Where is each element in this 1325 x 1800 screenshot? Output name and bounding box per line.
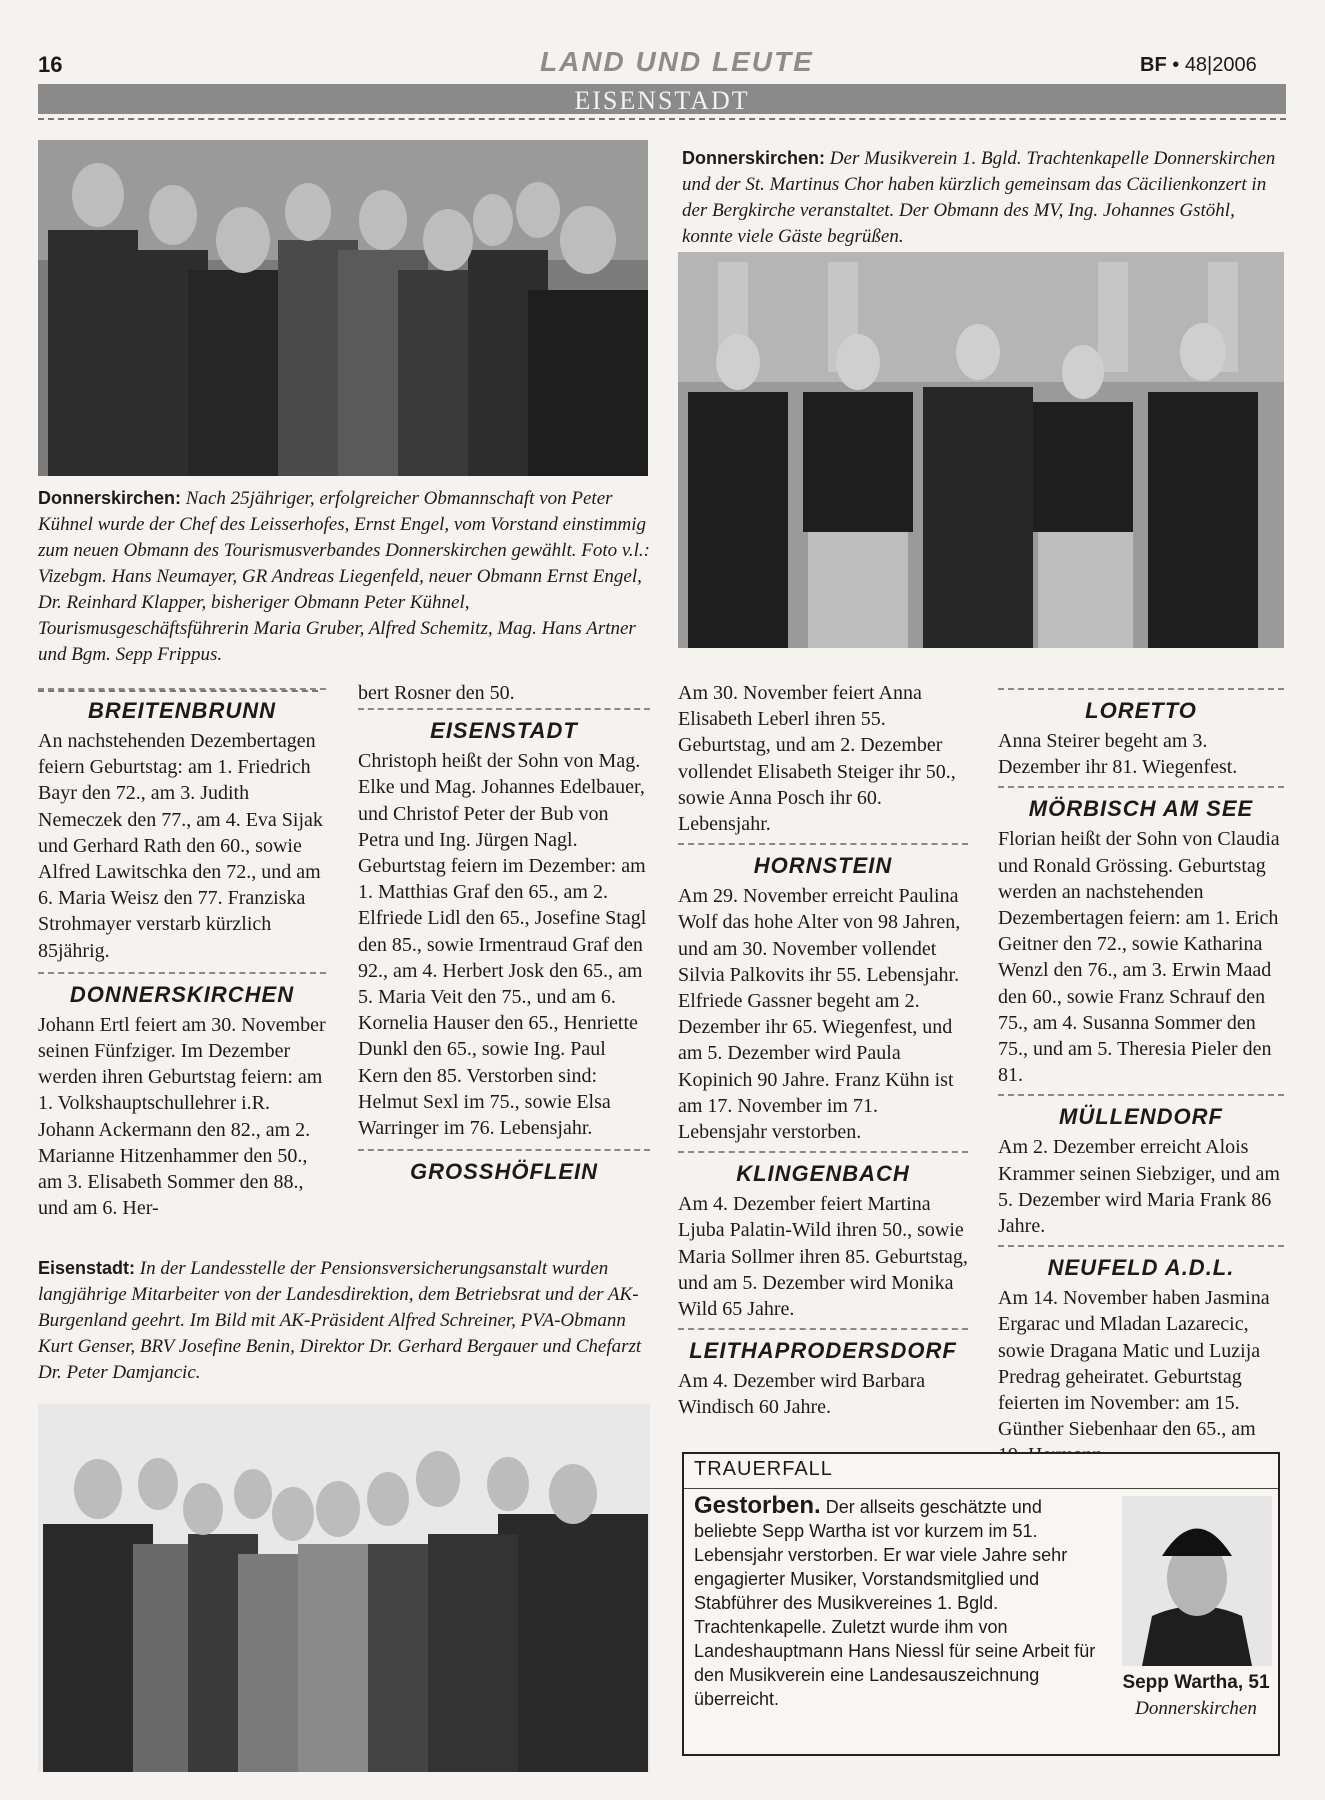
heading-eisenstadt: EISENSTADT bbox=[358, 708, 650, 744]
obituary-label: TRAUERFALL bbox=[694, 1458, 833, 1480]
heading-hornstein: HORNSTEIN bbox=[678, 843, 968, 879]
pension-caption bbox=[38, 1256, 650, 1386]
heading-leithaprodersdorf: LEITHAPRODERSDORF bbox=[678, 1328, 968, 1364]
caption-text: Der Musikverein 1. Bgld. Trachtenkapelle Donnerskirchen und der St. Martinus Chor haben kürzlich gemeinsam das Cäcilienkonzert in der Bergkirche veranstaltet. Der Obmann des MV, Ing. Johannes Gstöhl, konnte viele Gäste begrüßen. bbox=[682, 148, 1276, 247]
caption-lead: Donnerskirchen: bbox=[38, 488, 182, 508]
section-title: LAND UND LEUTE bbox=[540, 46, 814, 77]
caption-lead: Donnerskirchen: bbox=[682, 148, 826, 168]
column-1 bbox=[38, 686, 326, 1221]
issue-brand: BF bbox=[1140, 54, 1167, 76]
pension-group-photo bbox=[38, 1404, 650, 1772]
heading-neufeld: NEUFELD A.D.L. bbox=[998, 1245, 1284, 1281]
article-donnerskirchen-cont: bert Rosner den 50. bbox=[358, 682, 515, 704]
concert-photo bbox=[678, 252, 1284, 648]
article-grosshoeflein: Am 30. November feiert Anna Elisabeth Leberl ihren 55. Geburtstag, und am 2. Dezember vollendet Elisabeth Steiger ihr 50., sowie Anna Posch ihr 60. Lebensjahr. bbox=[678, 682, 956, 836]
column-2 bbox=[358, 680, 650, 1189]
article-loretto: Anna Steirer begeht am 3. Dezember ihr 81. Wiegenfest. bbox=[998, 730, 1238, 779]
article-leithaprodersdorf: Am 4. Dezember wird Barbara Windisch 60 Jahre. bbox=[678, 1370, 926, 1419]
heading-moerbisch: MÖRBISCH AM SEE bbox=[998, 786, 1284, 822]
column-3 bbox=[678, 680, 968, 1421]
article-muellendorf: Am 2. Dezember erreicht Alois Krammer seinen Siebziger, und am 5. Dezember wird Maria Frank 86 Jahre. bbox=[998, 1136, 1280, 1238]
article-donnerskirchen: Johann Ertl feiert am 30. November seinen Fünfziger. Im Dezember werden ihren Geburtstag feiern: am 1. Volkshauptschullehrer i.R. Johann Ackermann den 82., am 2. Marianne Hitzenhammer den 50., am 3. Elisabeth Sommer den 88., und am 6. Her- bbox=[38, 1013, 326, 1220]
tourism-group-photo bbox=[38, 140, 648, 476]
tourism-caption bbox=[38, 486, 650, 668]
article-neufeld: Am 14. November haben Jasmina Ergarac und Mladan Lazarecic, sowie Dragana Matic und Luzija Predrag geheiratet. Geburtstag feierten im November: am 15. Günther Siebenhaar den 65., am bbox=[998, 1287, 1270, 1441]
obituary-place: Donnerskirchen bbox=[1135, 1698, 1257, 1719]
article-breitenbrunn: An nachstehenden Dezembertagen feiern Geburtstag: am 1. Friedrich Bayr den 72., am 3. Judith Nemeczek den 77., am 4. Eva Sijak und Gerhard Rath den 60., sowie Alfred Lawitschka den 72., und am 6. Maria Weisz den 77. Franziska Strohmayer verstarb kürzlich 85jährig. bbox=[38, 730, 323, 962]
heading-loretto: LORETTO bbox=[998, 688, 1284, 724]
heading-klingenbach: KLINGENBACH bbox=[678, 1151, 968, 1187]
heading-breitenbrunn: BREITENBRUNN bbox=[38, 688, 326, 724]
obituary-box bbox=[682, 1452, 1280, 1756]
header-divider bbox=[38, 118, 1286, 120]
column-4 bbox=[998, 686, 1284, 1469]
region-banner bbox=[38, 84, 1286, 114]
article-hornstein: Am 29. November erreicht Paulina Wolf das hohe Alter von 98 Jahren, und am 30. November vollendet Silvia Palkovits ihr 55. Lebensjahr. Elfriede Gassner begeht am 2. Dezember ihr 65. Wiegenfest, und am 5. Dezember wird Paula Kopinich 90 Jahre. Franz Kühn ist am 17. November im 71. Lebensjahr verstorben. bbox=[678, 885, 961, 1144]
issue-separator: • bbox=[1172, 54, 1180, 76]
issue-info bbox=[1140, 54, 1257, 77]
caption-text: Nach 25jähriger, erfolgreicher Obmannschaft von Peter Kühnel wurde der Chef des Leisserhofes, Ernst Engel, vom Vorstand einstimmig zum neuen Obmann des Tourismusverbandes Donnerskirchen gewählt. Foto v.l.: Vizebgm. Hans Neumayer, GR Andreas Liegenfeld, neuer Obmann Ernst Engel, Dr. Reinhard Klapper, bisheriger Obmann Peter Kühnel, Tourismusgeschäftsführerin Maria Gruber, Alfred Schemitz, Mag. Hans Artner und Bgm. Sepp Frippus. bbox=[38, 488, 650, 665]
article-moerbisch: Florian heißt der Sohn von Claudia und Ronald Grössing. Geburtstag werden an nachstehenden Dezembertagen feiern: am 1. Erich Geitner den 72., sowie Katharina Wenzl den 76., am 3. Erwin Maad den 60., sowie Franz Schrauf den 75., am 4. Susanna Sommer den 75., und am 5. Theresia Pieler den 81. bbox=[998, 828, 1280, 1087]
page-number: 16 bbox=[38, 52, 63, 77]
obituary-name: Sepp Wartha, 51 bbox=[1122, 1672, 1270, 1693]
obituary-body: Der allseits geschätzte und beliebte Sepp Wartha ist vor kurzem im 51. Lebensjahr verstorben. Er war viele Jahre sehr engagierter Musiker, Vorstandsmitglied und Stabführer des Musikvereines 1. Bgld. Trachtenkapelle. Zuletzt wurde ihm von Landeshauptmann Hans Niessl für seine Arbeit für den Musikverein eine Landesauszeichnung überreicht. bbox=[694, 1497, 1096, 1709]
heading-donnerskirchen: DONNERSKIRCHEN bbox=[38, 972, 326, 1008]
issue-number: 48|2006 bbox=[1184, 54, 1257, 76]
music-caption bbox=[682, 146, 1282, 250]
obituary-divider bbox=[684, 1488, 1278, 1489]
caption-text: In der Landesstelle der Pensionsversicherungsanstalt wurden langjährige Mitarbeiter von der Landesdirektion, dem Betriebsrat und der AK-Burgenland geehrt. Im Bild mit AK-Präsident Alfred Schreiner, PVA-Obmann Kurt Genser, BRV Josefine Benin, Direktor Dr. Gerhard Bergauer und Chefarzt Dr. Peter Damjancic. bbox=[38, 1258, 642, 1383]
caption-lead: Eisenstadt: bbox=[38, 1258, 136, 1278]
article-klingenbach: Am 4. Dezember feiert Martina Ljuba Palatin-Wild ihren 50., sowie Maria Sollmer ihren 85. Geburtstag, und am 5. Dezember wird Monika Wild 65 Jahre. bbox=[678, 1193, 968, 1321]
obituary-text bbox=[694, 1494, 1100, 1711]
heading-muellendorf: MÜLLENDORF bbox=[998, 1094, 1284, 1130]
heading-grosshoeflein: GROSSHÖFLEIN bbox=[358, 1149, 650, 1185]
region-title: EISENSTADT bbox=[574, 86, 750, 115]
obituary-portrait bbox=[1122, 1496, 1272, 1666]
obituary-lead: Gestorben. bbox=[694, 1492, 821, 1519]
article-eisenstadt: Christoph heißt der Sohn von Mag. Elke und Mag. Johannes Edelbauer, und Christof Peter der Bub von Petra und Ing. Jürgen Nagl. Geburtstag feiern im Dezember: am 1. Matthias Graf den 65., am 2. Elfriede Lidl den 65., Josefine Stagl den 85., sowie Irmentraud Graf den 92., am 4. Herbert Josk den 65., am 5. Maria Veit den 75., und am 6. Kornelia Hauser den 65., Henriette Dunkl den 65., sowie Ing. Paul Kern den 85. Verstorben sind: Helmut Sexl im 75., sowie Elsa Warringer im 76. Lebensjahr. bbox=[358, 750, 647, 1140]
